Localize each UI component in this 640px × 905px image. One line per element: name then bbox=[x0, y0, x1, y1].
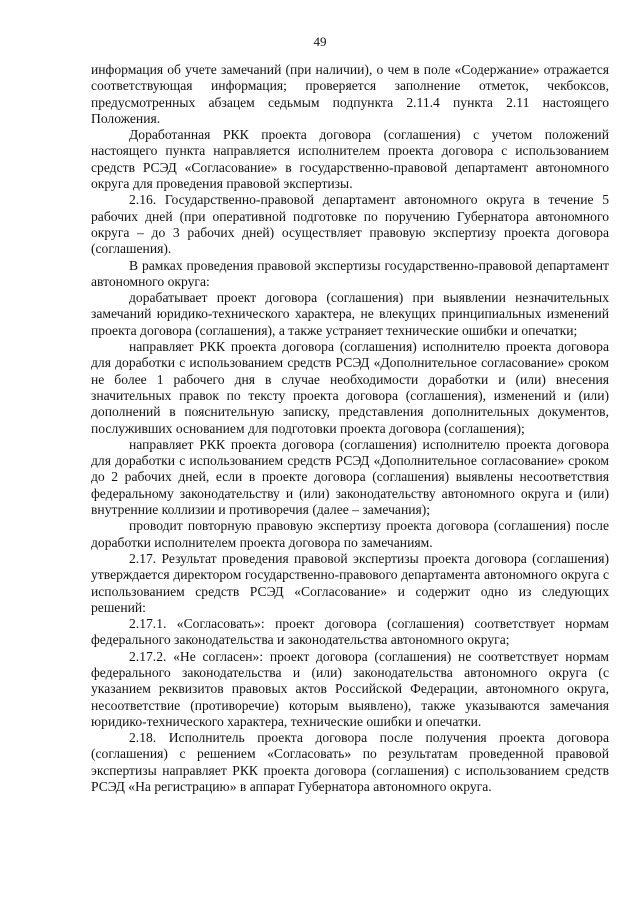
paragraph: В рамках проведения правовой экспертизы государственно-правовой департамент автономного округа: bbox=[91, 257, 609, 289]
paragraph-2-17-1: 2.17.1. «Согласовать»: проект договора (соглашения) соответствует нормам федерального законодательства и законодательства автономного округа; bbox=[91, 616, 609, 648]
list-item: проводит повторную правовую экспертизу проекта договора (соглашения) после доработки исполнителем проекта договора по замечаниям. bbox=[91, 518, 609, 550]
paragraph-2-17: 2.17. Результат проведения правовой экспертизы проекта договора (соглашения) утверждается директором государственно-правового департамента автономного округа с использованием средств РСЭД «Согласование» и содержит одно из следующих решений: bbox=[91, 550, 609, 615]
page-number: 49 bbox=[313, 34, 327, 49]
paragraph-2-16: 2.16. Государственно-правовой департамент автономного округа в течение 5 рабочих дней (при оперативной подготовке по поручению Губернатора автономного округа – до 3 рабочих дней) осуществляет правовую экспертизу проекта договора (соглашения). bbox=[91, 192, 609, 257]
paragraph: Доработанная РКК проекта договора (соглашения) с учетом положений настоящего пункта направляется исполнителем проекта договора с использованием средств РСЭД «Согласование» в государственно-правовой департамент автономного округа для проведения правовой экспертизы. bbox=[91, 127, 609, 192]
page-body bbox=[91, 62, 609, 795]
paragraph-2-18: 2.18. Исполнитель проекта договора после получения проекта договора (соглашения) с решением «Согласовать» по результатам проведенной правовой экспертизы направляет РКК проекта договора (соглашения) с использованием средств РСЭД «На регистрацию» в аппарат Губернатора автономного округа. bbox=[91, 730, 609, 795]
paragraph-2-17-2: 2.17.2. «Не согласен»: проект договора (соглашения) не соответствует нормам федерального законодательства и (или) законодательства автономного округа (с указанием реквизитов правовых актов Российской Федерации, автономного округа, несоответствие (противоречие) которым выявлено), также указываются замечания юридико-технического характера, технические ошибки и опечатки. bbox=[91, 648, 609, 729]
list-item: направляет РКК проекта договора (соглашения) исполнителю проекта договора для доработки с использованием средств РСЭД «Дополнительное согласование» сроком до 2 рабочих дней, если в проекте договора (соглашения) выявлены несоответствия федеральному законодательству и (или) законодательству автономного округа и (или) внутренние коллизии и противоречия (далее – замечания); bbox=[91, 436, 609, 518]
list-item: дорабатывает проект договора (соглашения) при выявлении незначительных замечаний юридико-технического характера, не влекущих принципиальных изменений проекта договора (соглашения), а также устраняет технические ошибки и опечатки; bbox=[91, 290, 609, 338]
list-item: направляет РКК проекта договора (соглашения) исполнителю проекта договора для доработки с использованием средств РСЭД «Дополнительное согласование» сроком не более 1 рабочего дня в случае необходимости доработки и (или) внесения значительных правок по тексту проекта договора (соглашения), изменений и (или) дополнений в пояснительную записку, представления дополнительных документов, послуживших основанием для подготовки проекта договора (соглашения); bbox=[91, 339, 609, 436]
paragraph-continuation: информация об учете замечаний (при наличии), о чем в поле «Содержание» отражается соответствующая информация; проверяется заполнение отметок, чекбоксов, предусмотренных абзацем седьмым подпункта 2.11.4 пункта 2.11 настоящего Положения. bbox=[91, 62, 609, 126]
